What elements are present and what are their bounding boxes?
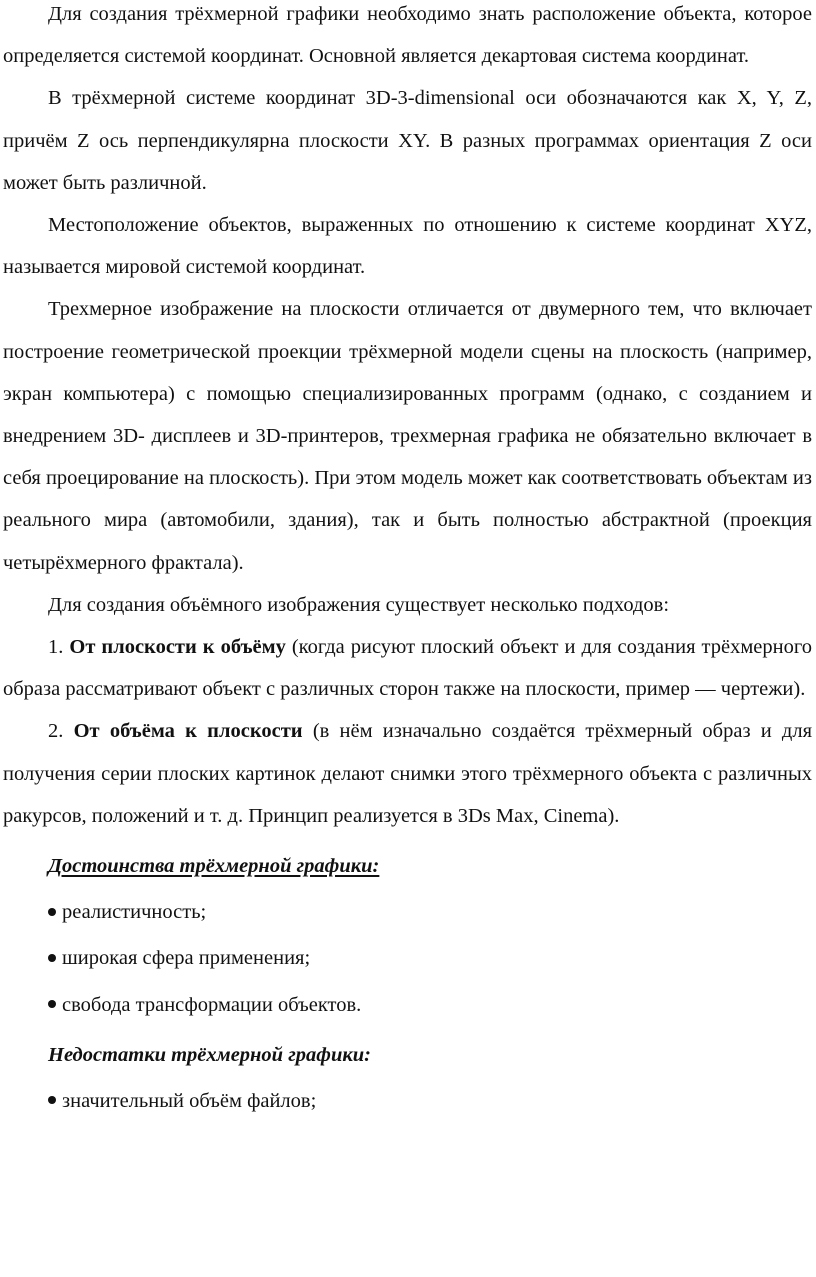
list-item: широкая сфера применения;	[3, 937, 812, 979]
paragraph-world-coordinates: Местоположение объектов, выраженных по отношению к системе координат XYZ, называется мировой системой координат.	[3, 214, 812, 279]
advantages-heading: Достоинства трёхмерной графики:	[48, 855, 380, 878]
bullet-icon	[48, 954, 56, 962]
bullet-icon	[48, 1096, 56, 1104]
approach-number: 2.	[48, 720, 64, 743]
approach-text: (когда рисуют плоский объект и для создания трёхмерного образа рассматривают объект с различных сторон также на плоскости, пример — чертежи).	[3, 636, 813, 701]
paragraph-3d-axes: В трёхмерной системе координат 3D-3-dimensional оси обозначаются как X, Y, Z, причём Z ось перпендикулярна плоскости XY. В разных программах ориентация Z оси может быть различной.	[3, 87, 812, 194]
bullet-icon	[48, 1000, 56, 1008]
approach-item-1	[3, 626, 812, 710]
paragraph-coordinate-system: Для создания трёхмерной графики необходимо знать расположение объекта, которое определяется системой координат. Основной является декартовая система координат.	[3, 3, 812, 68]
disadvantages-heading: Недостатки трёхмерной графики:	[48, 1043, 371, 1066]
approach-title: От плоскости к объёму	[69, 636, 286, 659]
paragraph-approaches-intro: Для создания объёмного изображения существует несколько подходов:	[48, 593, 670, 616]
list-item: свобода трансформации объектов.	[3, 984, 812, 1026]
list-item: реалистичность;	[3, 891, 812, 933]
list-item: значительный объём файлов;	[3, 1080, 812, 1122]
paragraph-3d-vs-2d: Трехмерное изображение на плоскости отличается от двумерного тем, что включает построение геометрической проекции трёхмерной модели сцены на плоскость (например, экран компьютера) с помощью специализированных программ (однако, с созданием и внедрением 3D- дисплеев и 3D-принтеров, трехмерная графика не обязательно включает в себя проецирование на плоскость). При этом модель может как соответствовать объектам из реального мира (автомобили, здания), так и быть полностью абстрактной (проекция четырёхмерного фрактала).	[3, 298, 812, 574]
approach-item-2	[3, 710, 812, 837]
approach-title: От объёма к плоскости	[73, 720, 303, 743]
bullet-icon	[48, 908, 56, 916]
approach-text: (в нём изначально создаётся трёхмерный образ и для получения серии плоских картинок делают снимки этого трёхмерного объекта с различных ракурсов, положений и т. д. Принцип реализуется в 3Ds Max, Cinema).	[3, 720, 813, 827]
approach-number: 1.	[48, 636, 64, 659]
